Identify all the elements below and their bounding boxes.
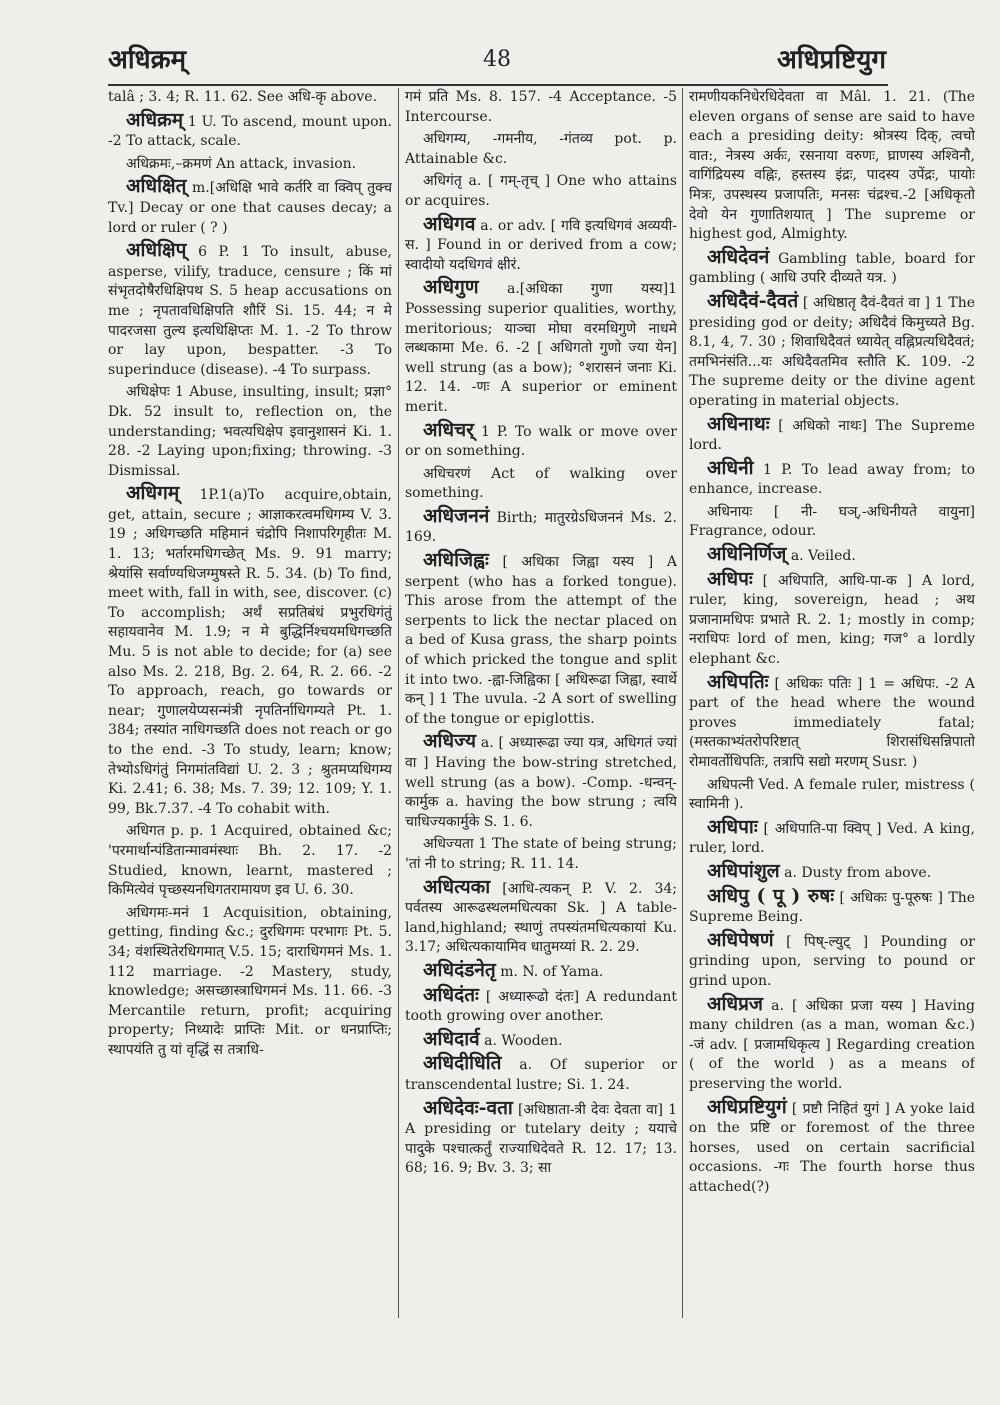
- entry-definition: अधिपत्नी Ved. A female ruler, mistress ( स्वामिनी ).: [689, 776, 975, 813]
- dictionary-entry: [689, 289, 975, 412]
- entry-headword: अधिप्रष्टियुगं: [707, 1095, 787, 1118]
- entry-headword: अधिगुण: [423, 276, 479, 299]
- dictionary-entry: [405, 1096, 677, 1179]
- entry-definition: a. Dusty from above.: [784, 864, 932, 881]
- dictionary-entry: [405, 983, 677, 1027]
- column-3: [689, 88, 975, 1318]
- entry-definition: [ अधिकः पतिः ] 1 = अधिपः. -2 A part of the head where the wound proves immediately fatal; (मस्तकाभ्यंतरोपरिष्टात् शिरासंधिसन्निपातो रोमावर्तोधिपतिः, तत्रापि सद्यो मरणम् Susr. ): [689, 675, 975, 770]
- entry-definition: [ अध्यारूढो दंतः] A redundant tooth growing over another.: [405, 988, 677, 1025]
- dictionary-entry: [689, 670, 975, 773]
- entry-definition: अधिगमः-मनं 1 Acquisition, obtaining, getting, finding &c.; दुरधिगमः परभागः Pt. 5. 34; वंशस्थितेरधिगमात् V.5. 15; दाराधिगमनं Ms. 1. 112 marriage. -2 Mastery, study, knowledge; असच्छास्त्राधिगमनं Ms. 11. 66. -3 Mercantile return, profit; acquiring property; निध्यादेः प्राप्तिः Mit. or धनप्राप्तिः; स्थापयंति तु यां वृद्धिं स तत्राधि-: [108, 904, 392, 1058]
- dictionary-entry: [108, 88, 392, 108]
- entry-headword: अधिक्षिप्: [126, 239, 187, 262]
- dictionary-entry: [405, 172, 677, 211]
- column-1: [108, 88, 392, 1318]
- entry-definition: अधिचरणं Act of walking over something.: [405, 465, 677, 502]
- dictionary-entry: [405, 212, 677, 276]
- entry-definition: a. Wooden.: [484, 1032, 563, 1049]
- entry-headword: अधिगम्: [126, 482, 180, 505]
- entry-definition: अधिक्रमः,–क्रमणं An attack, invasion.: [126, 155, 357, 172]
- entry-definition: a.[अधिका गुणा यस्य]1 Possessing superior qualities, worthy, meritorious; याञ्चा मोघा वरमधिगुणे नाधमे लब्धकामा Me. 6. -2 [ अधिगतो गुणो ज्या येन] well strung (as a bow); °शरासनं जनाः Ki. 12. 14. -णः A superior or eminent merit.: [405, 281, 677, 415]
- entry-headword: अधिचर्: [423, 418, 474, 441]
- dictionary-entry: [689, 928, 975, 992]
- entry-definition: [ पिष्-ल्युट् ] Pounding or grinding upon, serving to pound or grind upon.: [689, 933, 975, 989]
- dictionary-entry: [689, 884, 975, 928]
- entry-definition: a. [ अधिका प्रजा यस्य ] Having many children (as a man, woman &c.) -जं adv. [ प्रजामधिकृत्य ] Regarding creation ( of the world ) as a means of preserving the world.: [689, 997, 975, 1092]
- page-number: 48: [483, 47, 511, 72]
- dictionary-entry: [689, 815, 975, 859]
- entry-headword: अधिदीधिति: [423, 1052, 502, 1075]
- dictionary-entry: [405, 835, 677, 874]
- entry-headword: अधिजिह्वः: [423, 549, 489, 572]
- entry-definition: a. Of superior or transcendental lustre; Si. 1. 24.: [405, 1057, 677, 1093]
- header-right-guideword: अधिप्रष्टियुग: [776, 45, 886, 75]
- dictionary-entry: [405, 1027, 677, 1052]
- entry-headword: अधिप्रज: [707, 992, 764, 1015]
- entry-definition: a. [ अध्यारूढा ज्या यत्र, अधिगतं ज्यां वा ] Having the bow-string stretched, well strung (as a bow). -Comp. -धन्वन्-कार्मुक a. having the bow strung ; त्वयि चाधिज्यकार्मुके S. 1. 6.: [405, 735, 677, 830]
- entry-definition: अधिनायः [ नी- घञ्,-अधिनीयते वायुना] Fragrance, odour.: [689, 503, 975, 540]
- dictionary-entry: [405, 418, 677, 462]
- dictionary-entry: [108, 904, 392, 1061]
- entry-definition: अधिगत p. p. 1 Acquired, obtained &c; 'परमार्थान्पंडितान्मावमंस्थाः Bh. 2. 17. -2 Studied, known, learnt, mastered ; किमित्येवं पृच्छस्यनधिगतरामायण इव U. 6. 30.: [108, 823, 392, 899]
- dictionary-entry: [108, 241, 392, 380]
- entry-definition: गमं प्रति Ms. 8. 157. -4 Acceptance. -5 Intercourse.: [405, 89, 677, 125]
- entry-headword: अधिक्षित्: [126, 175, 187, 198]
- header-left-guideword: अधिक्रम्: [108, 45, 187, 75]
- dictionary-entry: [689, 1095, 975, 1198]
- entry-headword: अधिदंडनेतृ: [423, 958, 496, 981]
- entry-definition: [ अधिपाति, आधि-पा-क ] A lord, ruler, king, sovereign, head ; अथ प्रजानामधिपः प्रभाते R. 2. 1; mostly in comp; नराधिपः lord of men, king; गज° a lordly elephant &c.: [689, 572, 975, 668]
- entry-definition: [ अधिपाति-पा क्विप् ] Ved. A king, ruler, lord.: [689, 820, 975, 857]
- entry-definition: Birth; मातुरग्रेऽधिजननं Ms. 2. 169.: [405, 509, 677, 546]
- entry-definition: [ अधिका जिह्वा यस्य ] A serpent (who has a forked tongue). This arose from the attempt of the serpents to lick the nectar placed on a bed of Kusa grass, the sharp points of which pricked the tongue and split it into two. -ह्वा-जिह्विका [ अधिरूढा जिह्वा, स्वार्थे कन् ] 1 The uvula. -2 A sort of swelling of the tongue or epiglottis.: [405, 554, 677, 727]
- entry-definition: अधिगम्य, -गमनीय, -गंतव्य pot. p. Attainable &c.: [405, 131, 677, 167]
- dictionary-entry: [405, 958, 677, 983]
- entry-definition: [आधि-त्यकन् P. V. 2. 34; पर्वतस्य आरूढस्थलमधित्यका Sk. ] A table-land,highland; स्थाणुं तपस्यंतमधित्यकायां Ku. 3.17; अधित्यकायामिव धातुमय्यां R. 2. 29.: [405, 880, 677, 956]
- entry-headword: अधिदंतः: [423, 983, 479, 1006]
- entry-definition: अधिक्षेपः 1 Abuse, insulting, insult; प्रज्ञा° Dk. 52 insult to, reflection on, the understanding; भवत्यधिक्षेप इवानुशासनं Ki. 1. 28. -2 Laying upon;fixing; throwing. -3 Dismissal.: [108, 384, 392, 479]
- entry-definition: Gambling table, board for gambling ( आधि उपरि दीव्यते यत्र. ): [689, 250, 975, 287]
- entry-headword: अधिनाथः: [707, 412, 770, 435]
- dictionary-entry: [405, 88, 677, 127]
- entry-headword: अधिदेवनं: [707, 245, 770, 268]
- column-divider: [398, 88, 399, 1318]
- dictionary-entry: [689, 545, 975, 567]
- entry-headword: अधिजननं: [423, 504, 490, 527]
- dictionary-entry: [689, 503, 975, 542]
- entry-definition: [ अधिष्ठातृ दैवं-दैवतं वा ] 1 The presiding god or deity; अधिदैवं किमुच्यते Bg. 8.1, 4, 7. 30 ; शिवाधिदैवतं ध्यायेत् वह्निप्रत्यधिदैवतं; तमभिनंसंति...यः अधिदैवतमिव स्तौति K. 109. -2 The supreme deity or the divine agent operating in material objects.: [689, 294, 975, 409]
- entry-definition: 6 P. 1 To insult, abuse, asperse, vilify, traduce, censure ; किं मां संभृतदोषैरधिक्षिपथ S. 5 heap accusations on me ; नृपतावधिक्षिपति शौरिं Si. 15. 44; न मे पादरजसा तुल्य इत्यधिक्षिप्तः M. 1. -2 To throw or lay upon, bespatter. -3 To superinduce (disease). -4 To surpass.: [108, 244, 392, 378]
- dictionary-entry: [108, 822, 392, 900]
- entry-definition: [अधिष्ठाता-त्री देवः देवता वा] 1 A presiding or tutelary deity ; ययाचे पादुके पश्चात्कर्तुं राज्याधिदेवते R. 12. 17; 13. 68; 16. 9; Bv. 3. 3; सा: [405, 1101, 677, 1177]
- entry-definition: m.[अधिक्षि भावे कर्तरि वा क्विप् तुक्च Tv.] Decay or one that causes decay; a lord or ruler ( ? ): [108, 180, 392, 236]
- entry-headword: अधिज्य: [423, 730, 477, 753]
- entry-definition: [ अधिकः पु-पूरुषः ] The Supreme Being.: [689, 889, 975, 926]
- dictionary-entry: [405, 732, 677, 832]
- dictionary-entry: [405, 130, 677, 169]
- dictionary-entry: [108, 155, 392, 175]
- entry-headword: अधिपांशुल: [707, 859, 780, 882]
- entry-definition: [ प्रष्टौ निहितं युगं ] A yoke laid on the प्रष्टि or foremost of the three horses, used on certain sacrificial occasions. -गः The fourth horse thus attached(?): [689, 1100, 975, 1195]
- entry-definition: [ अधिको नाथः] The Supreme lord.: [689, 417, 975, 454]
- dictionary-entry: [108, 177, 392, 238]
- entry-headword: अधिगव: [423, 212, 476, 235]
- column-divider: [682, 88, 683, 1318]
- dictionary-entry: [689, 992, 975, 1095]
- dictionary-entry: [108, 383, 392, 481]
- entry-definition: 1 P. To walk or move over or on something.: [405, 423, 677, 460]
- entry-definition: अधिगंतृ a. [ गम्-तृच् ] One who attains or acquires.: [405, 173, 677, 209]
- entry-headword: अधिनिर्णिज्: [707, 543, 787, 566]
- entry-definition: m. N. of Yama.: [500, 963, 604, 980]
- entry-definition: 1 U. To ascend, mount upon. -2 To attack, scale.: [108, 113, 392, 150]
- entry-definition: a. or adv. [ गवि इत्यधिगवं अव्ययी-स. ] Found in or derived from a cow; स्वादीयो यदधिगवं क्षीरं.: [405, 217, 677, 273]
- dictionary-entry: [405, 1054, 677, 1095]
- page-header: [108, 40, 886, 84]
- entry-headword: अधित्यका: [423, 875, 491, 898]
- column-2: [405, 88, 677, 1318]
- dictionary-entry: [689, 456, 975, 500]
- entry-headword: अधिदार्व: [423, 1027, 480, 1050]
- entry-definition: talâ ; 3. 4; R. 11. 62. See अधि-कृ above.: [108, 89, 378, 105]
- dictionary-entry: [405, 465, 677, 504]
- entry-definition: 1 P. To lead away from; to enhance, increase.: [689, 461, 975, 498]
- dictionary-entry: [405, 551, 677, 729]
- dictionary-entry: [405, 278, 677, 417]
- entry-headword: अधिनी: [707, 456, 754, 479]
- dictionary-entry: [689, 88, 975, 245]
- dictionary-entry: [689, 776, 975, 815]
- entry-definition: 1P.1(a)To acquire,obtain, get, attain, secure ; आज्ञाकरत्वमधिगम्य V. 3. 19 ; अधिगच्छति महिमानं चंद्रोपि निशापरिगृहीतः M. 1. 13; भर्तारमधिगच्छेत् Ms. 9. 91 marry; श्रेयांसि सर्वाण्यधिजग्मुषस्ते R. 5. 34. (b) To find, meet with, fall in with, see, discover. (c) To accomplish; अर्थं सप्रतिबंधं प्रभुरधिगंतुं सहायवानेव M. 1.9; न मे बुद्धिर्निश्चयमधिगच्छति Mu. 5 is not able to decide; for (a) see also Ms. 2. 218, Bg. 2. 64, R. 2. 66. -2 To approach, reach, go towards or near; गुणालयेप्यसन्मंत्री नृपतिर्नाधिगम्यते Pt. 1. 384; तस्यांत नाधिगच्छति does not reach or go to the end. -3 To study, learn; know; तेभ्योऽधिगंतुं निगमांतविद्यां U. 2. 3 ; श्रुतमप्यधिगम्य Ki. 2.41; 6. 38; Ms. 7. 39; 12. 109; Y. 1. 99, Bk.7.37. -4 To cohabit with.: [108, 487, 392, 817]
- entry-headword: अधिपाः: [707, 815, 758, 838]
- entry-definition: रामणीयकनिधेरधिदेवता वा Mâl. 1. 21. (The eleven organs of sense are said to have each a presiding deity: श्रोत्रस्य दिक्, त्वचो वात:, नेत्रस्य अर्कः, रसनाया वरुणः, घ्राणस्य अश्विनौ, वागिंद्रियस्य वह्निः, हस्तस्य इंद्रः, पादस्य उपेंद्रः, पायोः मित्रः, उपस्थस्य प्रजापतिः, मनसः चंद्रश्च.-2 [अधिकृतो देवो येन गुणातिशयात् ] The supreme or highest god, Almighty.: [689, 89, 975, 243]
- dictionary-entry: [405, 875, 677, 958]
- columns: [108, 88, 975, 1318]
- entry-headword: अधिक्रम्: [126, 108, 184, 131]
- dictionary-entry: [689, 412, 975, 456]
- dictionary-entry: [689, 567, 975, 670]
- dictionary-entry: [689, 245, 975, 289]
- entry-definition: अधिज्यता 1 The state of being strung; 'तां नी to string; R. 11. 14.: [405, 836, 677, 872]
- entry-headword: अधिपु ( पू ) रुषः: [707, 884, 835, 907]
- entry-definition: a. Veiled.: [790, 548, 856, 565]
- entry-headword: अधिपः: [707, 567, 753, 590]
- entry-headword: अधिदैवं-दैवतं: [707, 289, 799, 312]
- entry-headword: अधिपेषणं: [707, 928, 774, 951]
- entry-headword: अधिदेवः-वता: [423, 1096, 513, 1119]
- dictionary-entry: [405, 504, 677, 548]
- dictionary-entry: [689, 859, 975, 884]
- header-rule: [108, 84, 888, 86]
- dictionary-entry: [108, 108, 392, 152]
- entry-headword: अधिपतिः: [707, 670, 769, 693]
- dictionary-entry: [108, 484, 392, 819]
